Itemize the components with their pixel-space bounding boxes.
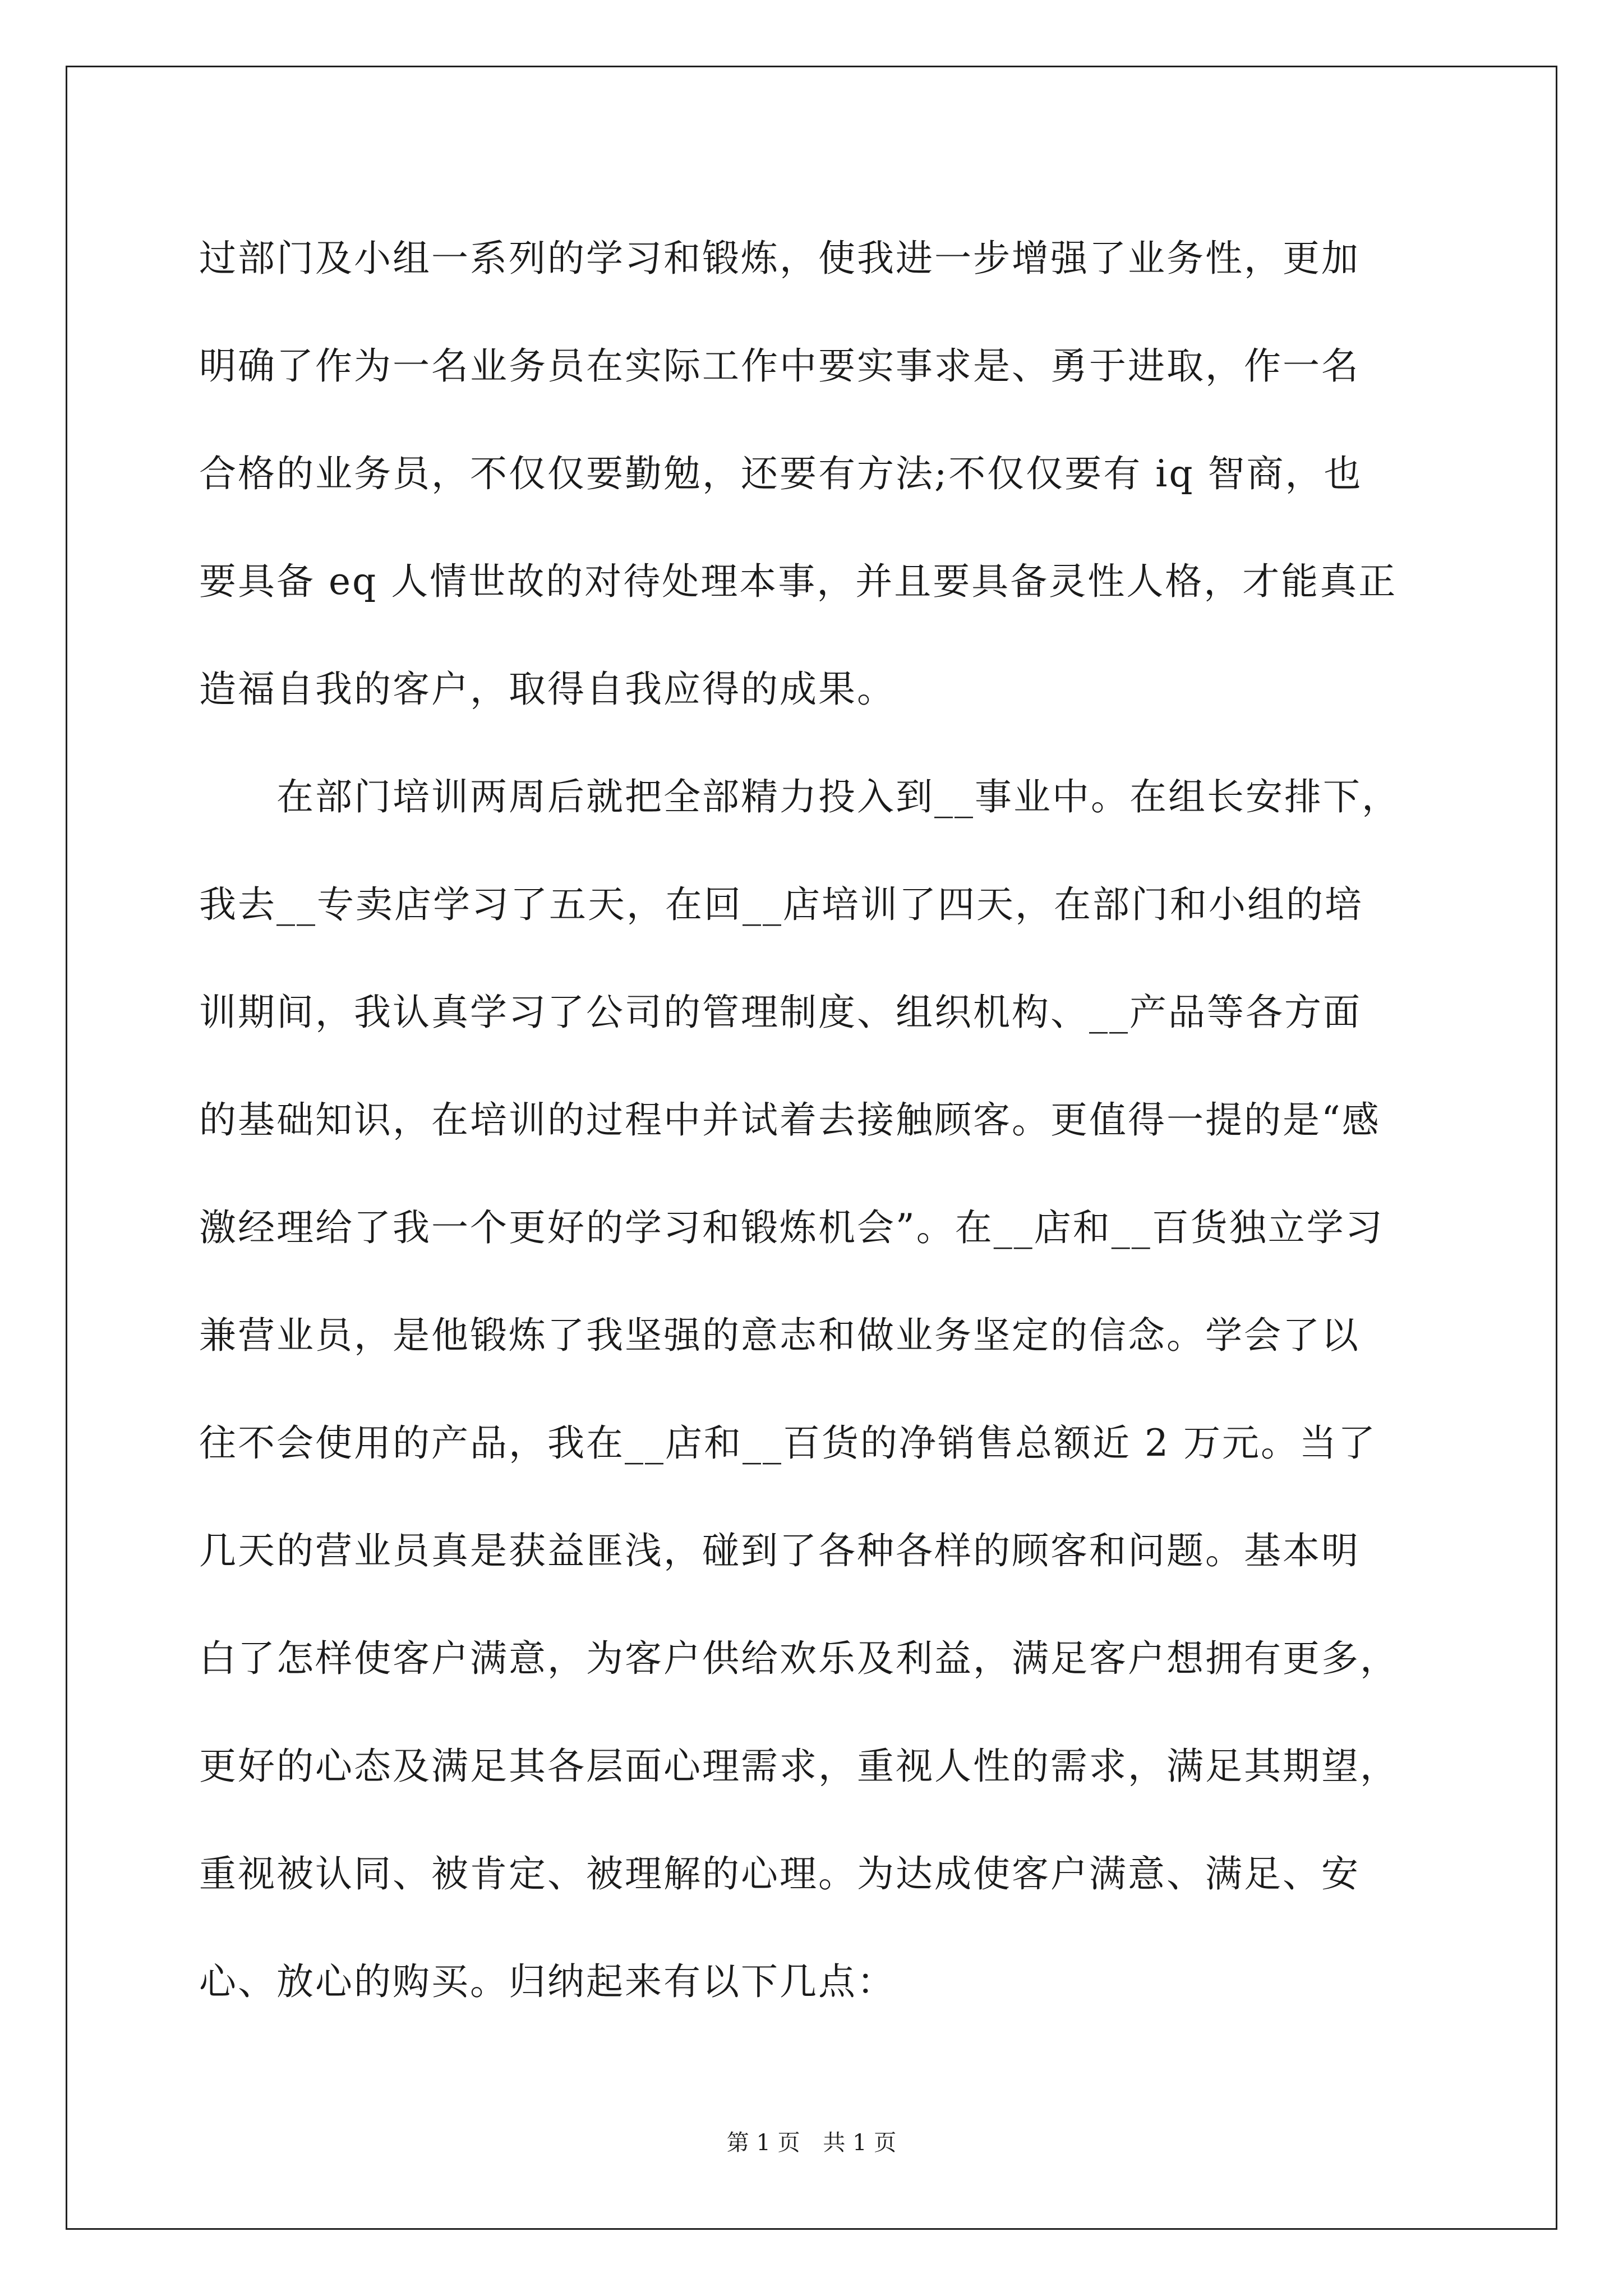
text-line: 训期间，我认真学习了公司的管理制度、组织机构、__产品等各方面	[199, 991, 1362, 1034]
text-line: 我去__专卖店学习了五天，在回__店培训了四天，在部门和小组的培	[199, 883, 1363, 926]
text-line: 几天的营业员真是获益匪浅，碰到了各种各样的顾客和问题。基本明	[199, 1529, 1360, 1572]
text-line: 过部门及小组一系列的学习和锻炼，使我进一步增强了业务性，更加	[199, 237, 1360, 280]
page-footer	[0, 2129, 1623, 2157]
text-line: 要具备 eq 人情世故的对待处理本事，并且要具备灵性人格，才能真正	[199, 560, 1398, 603]
text-line: 激经理给了我一个更好的学习和锻炼机会”。在__店和__百货独立学习	[199, 1206, 1384, 1249]
text-line: 造福自我的客户，取得自我应得的成果。	[199, 668, 896, 711]
document-body	[199, 205, 1427, 2036]
text-line: 合格的业务员，不仅仅要勤勉，还要有方法;不仅仅要有 iq 智商，也	[199, 452, 1363, 495]
text-line: 往不会使用的产品，我在__店和__百货的净销售总额近 2 万元。当了	[199, 1421, 1377, 1465]
text-line: 更好的心态及满足其各层面心理需求，重视人性的需求，满足其期望，	[199, 1745, 1399, 1788]
text-line: 白了怎样使客户满意，为客户供给欢乐及利益，满足客户想拥有更多，	[199, 1637, 1399, 1680]
text-line: 兼营业员，是他锻炼了我坚强的意志和做业务坚定的信念。学会了以	[199, 1314, 1360, 1357]
page-number: 第 1 页	[726, 2130, 800, 2156]
text-line: 在部门培训两周后就把全部精力投入到__事业中。在组长安排下，	[199, 775, 1400, 818]
text-line: 心、放心的购买。归纳起来有以下几点：	[199, 1960, 896, 2003]
text-line: 的基础知识，在培训的过程中并试着去接触顾客。更值得一提的是“感	[199, 1098, 1381, 1142]
text-line: 明确了作为一名业务员在实际工作中要实事求是、勇于进取，作一名	[199, 344, 1360, 388]
text-line: 重视被认同、被肯定、被理解的心理。为达成使客户满意、满足、安	[199, 1852, 1360, 1895]
page-total: 共 1 页	[823, 2130, 897, 2156]
